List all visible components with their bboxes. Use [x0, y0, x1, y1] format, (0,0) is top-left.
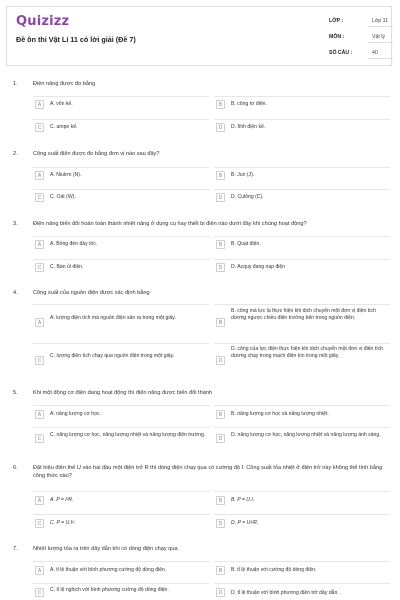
option-text: B. công mà lực lạ thực hiện khi dịch chuyển một đơn vị điện tích dương ngược chiều điện trường bên trong nguồn điện.: [231, 308, 376, 321]
grade-value: Lớp 11: [372, 18, 388, 24]
option-text: C. lượng điện tích chạy qua nguồn điện trong một giây.: [50, 353, 175, 359]
option-letter: B: [216, 171, 225, 180]
answer-option-a[interactable]: [33, 96, 209, 112]
option-letter: D: [216, 434, 225, 443]
option-letter: C: [35, 434, 44, 443]
option-text: A. năng lượng cơ học.: [50, 411, 101, 417]
option-letter: D: [216, 263, 225, 272]
answer-option-b[interactable]: [214, 304, 390, 340]
answer-option-d[interactable]: [214, 583, 390, 600]
option-letter: D: [216, 356, 225, 365]
worksheet-header: [6, 6, 392, 66]
option-letter: B: [216, 566, 225, 575]
answer-option-d[interactable]: [214, 427, 390, 449]
grade-label: LỚP :: [329, 18, 344, 24]
question-count-label: SỐ CÂU :: [329, 50, 353, 56]
answer-option-b[interactable]: [214, 167, 390, 183]
option-text: B. Quạt điện.: [231, 241, 261, 247]
subject-underline: [368, 42, 393, 43]
answer-option-c[interactable]: [33, 427, 209, 449]
option-letter: A: [35, 318, 44, 327]
answer-option-b[interactable]: [214, 491, 390, 508]
option-text: B. P = U.I.: [231, 497, 255, 503]
answer-option-c[interactable]: [33, 583, 209, 600]
question-count-value: 40: [372, 50, 378, 56]
option-text: A. Bóng đèn dây tóc.: [50, 241, 98, 247]
option-text: C. năng lượng cơ học, năng lượng nhiệt và năng lượng điện trường.: [50, 432, 206, 438]
option-text: A. Niutơn (N).: [50, 172, 82, 178]
question-number: 7.: [13, 546, 18, 552]
option-text: D. Acquy đang nạp điện: [231, 264, 286, 270]
answer-option-c[interactable]: [33, 119, 209, 135]
option-letter: B: [216, 240, 225, 249]
option-letter: D: [216, 123, 225, 132]
question-text: Khi một động cơ điện đang hoạt động thì điện năng được biến đổi thành: [33, 390, 213, 396]
option-text: A. vôn kế.: [50, 101, 73, 107]
option-letter: C: [35, 193, 44, 202]
option-text: A. lượng điện tích mà nguồn điện sản ra trong một giây.: [50, 315, 176, 321]
subject-value: Vật lý: [372, 34, 385, 40]
answer-option-b[interactable]: [214, 96, 390, 112]
answer-option-c[interactable]: [33, 343, 209, 378]
question-text: Công suất điện được đo bằng đơn vị nào sau đây?: [33, 151, 160, 157]
answer-option-b[interactable]: [214, 236, 390, 252]
answer-option-a[interactable]: [33, 167, 209, 183]
option-letter: C: [35, 519, 44, 528]
option-text: B. Jun (J).: [231, 172, 255, 178]
subject-label: MÔN :: [329, 34, 345, 40]
quizizz-logo: Quizizz: [16, 14, 70, 29]
option-text: D. công của lực điện thực hiện khi dịch chuyển một đơn vị điện tích dương chạy trong mạch điện kín trong một giây.: [231, 346, 384, 359]
option-letter: B: [216, 496, 225, 505]
question-number: 1.: [13, 81, 18, 87]
question-number: 2.: [13, 151, 18, 157]
option-text: D. năng lượng cơ học, năng lượng nhiệt và năng lượng ánh sáng.: [231, 432, 381, 438]
option-letter: C: [35, 263, 44, 272]
answer-option-d[interactable]: [214, 119, 390, 135]
option-letter: A: [35, 100, 44, 109]
option-letter: B: [216, 410, 225, 419]
option-text: C. ampe kế.: [50, 124, 78, 130]
question-number: 5.: [13, 390, 18, 396]
option-letter: B: [216, 100, 225, 109]
answer-option-c[interactable]: [33, 259, 209, 275]
option-text: D. Culông (C).: [231, 194, 264, 200]
answer-option-b[interactable]: [214, 561, 390, 578]
question-text: Điện năng được đo bằng: [33, 81, 96, 87]
option-text: B. tỉ lệ thuận với cường độ dòng điện.: [231, 567, 317, 573]
option-text: B. công tơ điện.: [231, 101, 267, 107]
option-text: D. tĩnh điện kế.: [231, 124, 266, 130]
answer-option-d[interactable]: [214, 189, 390, 205]
option-text: B. năng lượng cơ học và năng lượng nhiệt.: [231, 411, 329, 417]
answer-option-a[interactable]: [33, 304, 209, 340]
option-letter: C: [35, 588, 44, 597]
option-letter: A: [35, 171, 44, 180]
option-letter: A: [35, 566, 44, 575]
grade-underline: [368, 26, 393, 27]
question-number: 6.: [13, 465, 18, 471]
page-title: Đề ôn thi Vật Lí 11 có lời giải (Đề 7): [16, 35, 136, 44]
option-letter: B: [216, 318, 225, 327]
answer-option-c[interactable]: [33, 189, 209, 205]
option-letter: D: [216, 588, 225, 597]
option-text: A. tỉ lệ thuận với bình phương cường độ dòng điện.: [50, 567, 167, 573]
question-count-underline: [368, 58, 393, 59]
answer-option-a[interactable]: [33, 491, 209, 508]
answer-option-b[interactable]: [214, 405, 390, 422]
question-number: 3.: [13, 221, 18, 227]
answer-option-c[interactable]: [33, 514, 209, 531]
option-text: C. Bàn ủi điện.: [50, 264, 84, 270]
answer-option-d[interactable]: [214, 514, 390, 531]
option-text: C. Oát (W).: [50, 194, 76, 200]
option-letter: C: [35, 123, 44, 132]
option-letter: A: [35, 410, 44, 419]
question-text: Nhiệt lượng tỏa ra trên dây dẫn khi có dòng điện chạy qua: [33, 546, 178, 552]
option-text: C. P = U.I².: [50, 520, 76, 526]
option-text: A. P = I²R.: [50, 497, 74, 503]
option-letter: C: [35, 356, 44, 365]
question-text: Điện năng biến đổi hoàn toàn thành nhiệt năng ở dụng cụ hay thiết bị điện nào dưới đây khi chúng hoạt động?: [33, 221, 307, 227]
option-letter: D: [216, 519, 225, 528]
question-text: Công suất của nguồn điện được xác định bằng: [33, 290, 150, 296]
question-number: 4.: [13, 290, 18, 296]
answer-option-a[interactable]: [33, 236, 209, 252]
answer-option-d[interactable]: [214, 259, 390, 275]
option-text: C. tỉ lệ nghịch với bình phương cường độ dòng điện.: [50, 587, 169, 593]
answer-option-a[interactable]: [33, 405, 209, 422]
answer-option-d[interactable]: [214, 343, 390, 378]
answer-option-a[interactable]: [33, 561, 209, 578]
option-letter: A: [35, 240, 44, 249]
option-letter: A: [35, 496, 44, 505]
option-text: D. P = U²/R.: [231, 520, 259, 526]
option-letter: D: [216, 193, 225, 202]
question-text: Đặt hiệu điện thế U vào hai đầu một điện trở R thì dòng điện chạy qua có cường độ I. Công suất tỏa nhiệt ở điện trở này không thể tính bằng công thức nào?: [33, 465, 383, 479]
option-text: D. tỉ lệ thuận với bình phương điện trở dây dẫn.: [231, 590, 339, 596]
